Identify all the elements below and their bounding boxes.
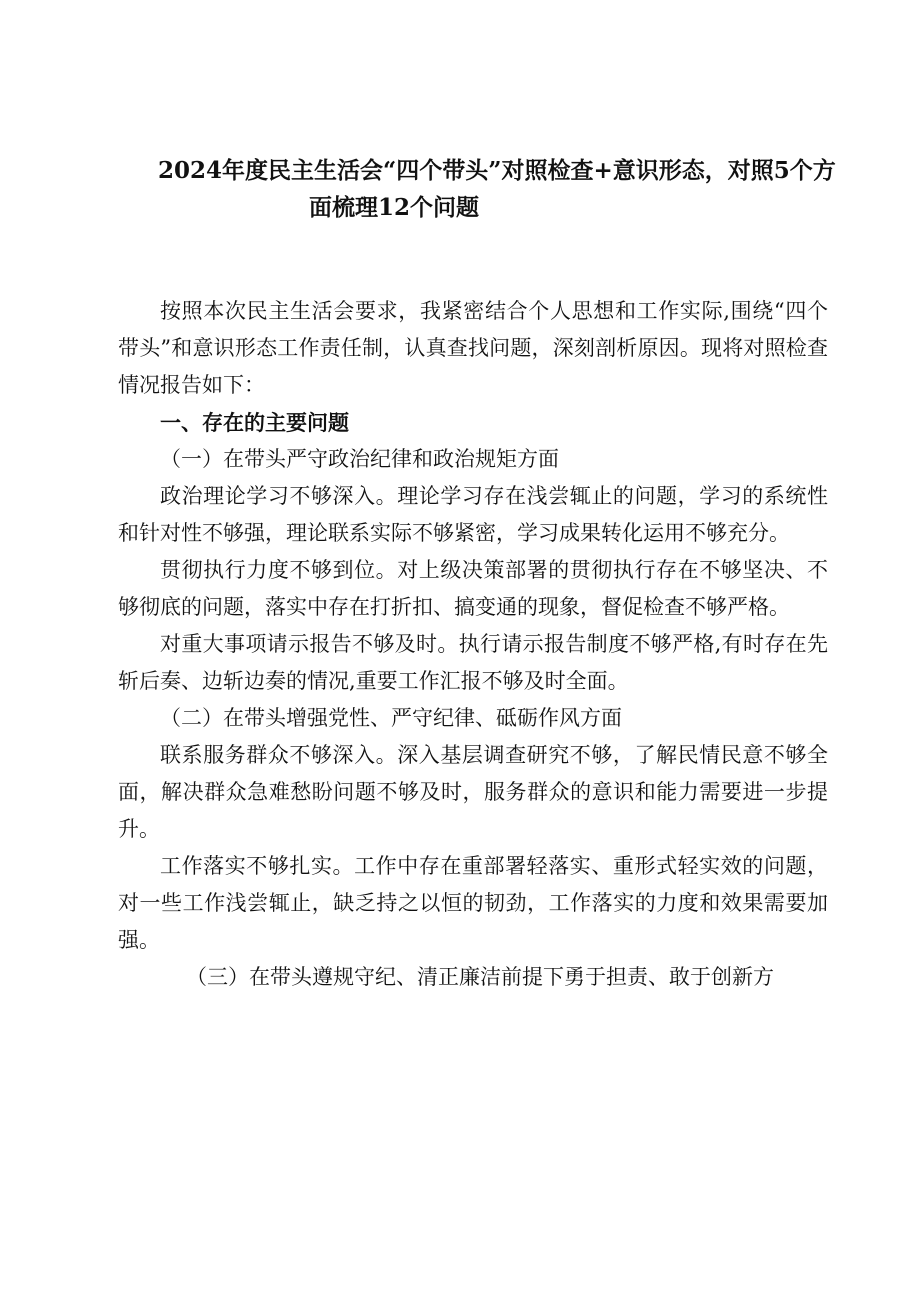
section-heading-problems: 一、存在的主要问题: [160, 410, 349, 435]
subsection-heading-1: （一）在带头严守政治纪律和政治规矩方面: [160, 447, 559, 471]
paragraph-serving-masses: 联系服务群众不够深入。深入基层调查研究不够，了解民情民意不够全面，解决群众急难愁盼问题不够及时，服务群众的意识和能力需要进一步提升。: [118, 743, 828, 841]
subsection-heading-3: （三）在带头遵规守纪、清正廉洁前提下勇于担责、敢于创新方: [186, 965, 774, 989]
paragraph-implementation: 贯彻执行力度不够到位。对上级决策部署的贯彻执行存在不够坚决、不够彻底的问题，落实中存在打折扣、搞变通的现象，督促检查不够严格。: [118, 558, 828, 619]
paragraph-reporting: 对重大事项请示报告不够及时。执行请示报告制度不够严格,有时存在先斩后奏、边斩边奏的情况,重要工作汇报不够及时全面。: [118, 632, 828, 693]
title-line-2: 面梳理12个问题: [309, 194, 480, 221]
title-line-1: 2024年度民主生活会“四个带头”对照检查+意识形态，对照5个方: [158, 157, 836, 184]
subsection-heading-2: （二）在带头增强党性、严守纪律、砥砺作风方面: [160, 706, 622, 730]
paragraph-theory-study: 政治理论学习不够深入。理论学习存在浅尝辄止的问题，学习的系统性和针对性不够强，理论联系实际不够紧密，学习成果转化运用不够充分。: [118, 484, 828, 545]
intro-paragraph: 按照本次民主生活会要求，我紧密结合个人思想和工作实际,围绕“四个带头”和意识形态工作责任制，认真查找问题，深刻剖析原因。现将对照检查情况报告如下：: [118, 299, 828, 397]
document-body: [118, 293, 828, 996]
document-title: [120, 152, 840, 226]
paragraph-work-implementation: 工作落实不够扎实。工作中存在重部署轻落实、重形式轻实效的问题，对一些工作浅尝辄止，缺乏持之以恒的韧劲，工作落实的力度和效果需要加强。: [118, 854, 828, 952]
